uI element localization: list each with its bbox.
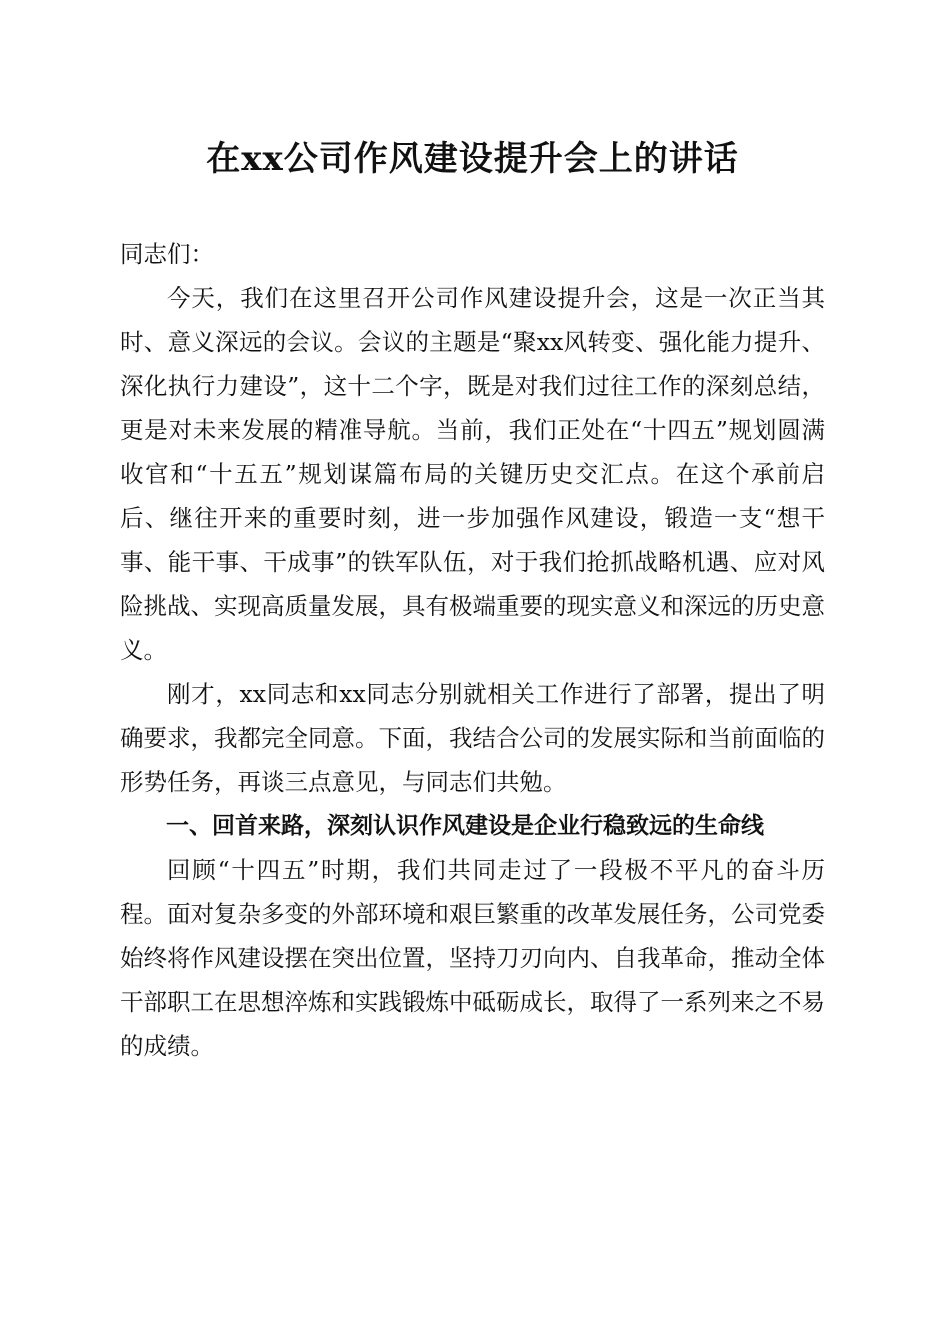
document-title: 在xx公司作风建设提升会上的讲话 — [206, 139, 739, 179]
paragraph-agenda: 刚才，xx同志和xx同志分别就相关工作进行了部署，提出了明确要求，我都完全同意。下面，我结合公司的发展实际和当前面临的形势任务，再谈三点意见，与同志们共勉。 — [120, 680, 825, 796]
salutation: 同志们： — [120, 240, 214, 268]
document-body — [120, 232, 825, 1068]
paragraph-review: 回顾“十四五”时期，我们共同走过了一段极不平凡的奋斗历程。面对复杂多变的外部环境和艰巨繁重的改革发展任务，公司党委始终将作风建设摆在突出位置，坚持刀刃向内、自我革命，推动全体干部职工在思想淬炼和实践锻炼中砥砺成长，取得了一系列来之不易的成绩。 — [120, 856, 825, 1060]
paragraph-opening: 今天，我们在这里召开公司作风建设提升会，这是一次正当其时、意义深远的会议。会议的主题是“聚xx风转变、强化能力提升、深化执行力建设”，这十二个字，既是对我们过往工作的深刻总结，更是对未来发展的精准导航。当前，我们正处在“十四五”规划圆满收官和“十五五”规划谋篇布局的关键历史交汇点。在这个承前启后、继往开来的重要时刻，进一步加强作风建设，锻造一支“想干事、能干事、干成事”的铁军队伍，对于我们抢抓战略机遇、应对风险挑战、实现高质量发展，具有极端重要的现实意义和深远的历史意义。 — [120, 284, 825, 664]
section-heading-1: 一、回首来路，深刻认识作风建设是企业行稳致远的生命线 — [166, 813, 764, 839]
